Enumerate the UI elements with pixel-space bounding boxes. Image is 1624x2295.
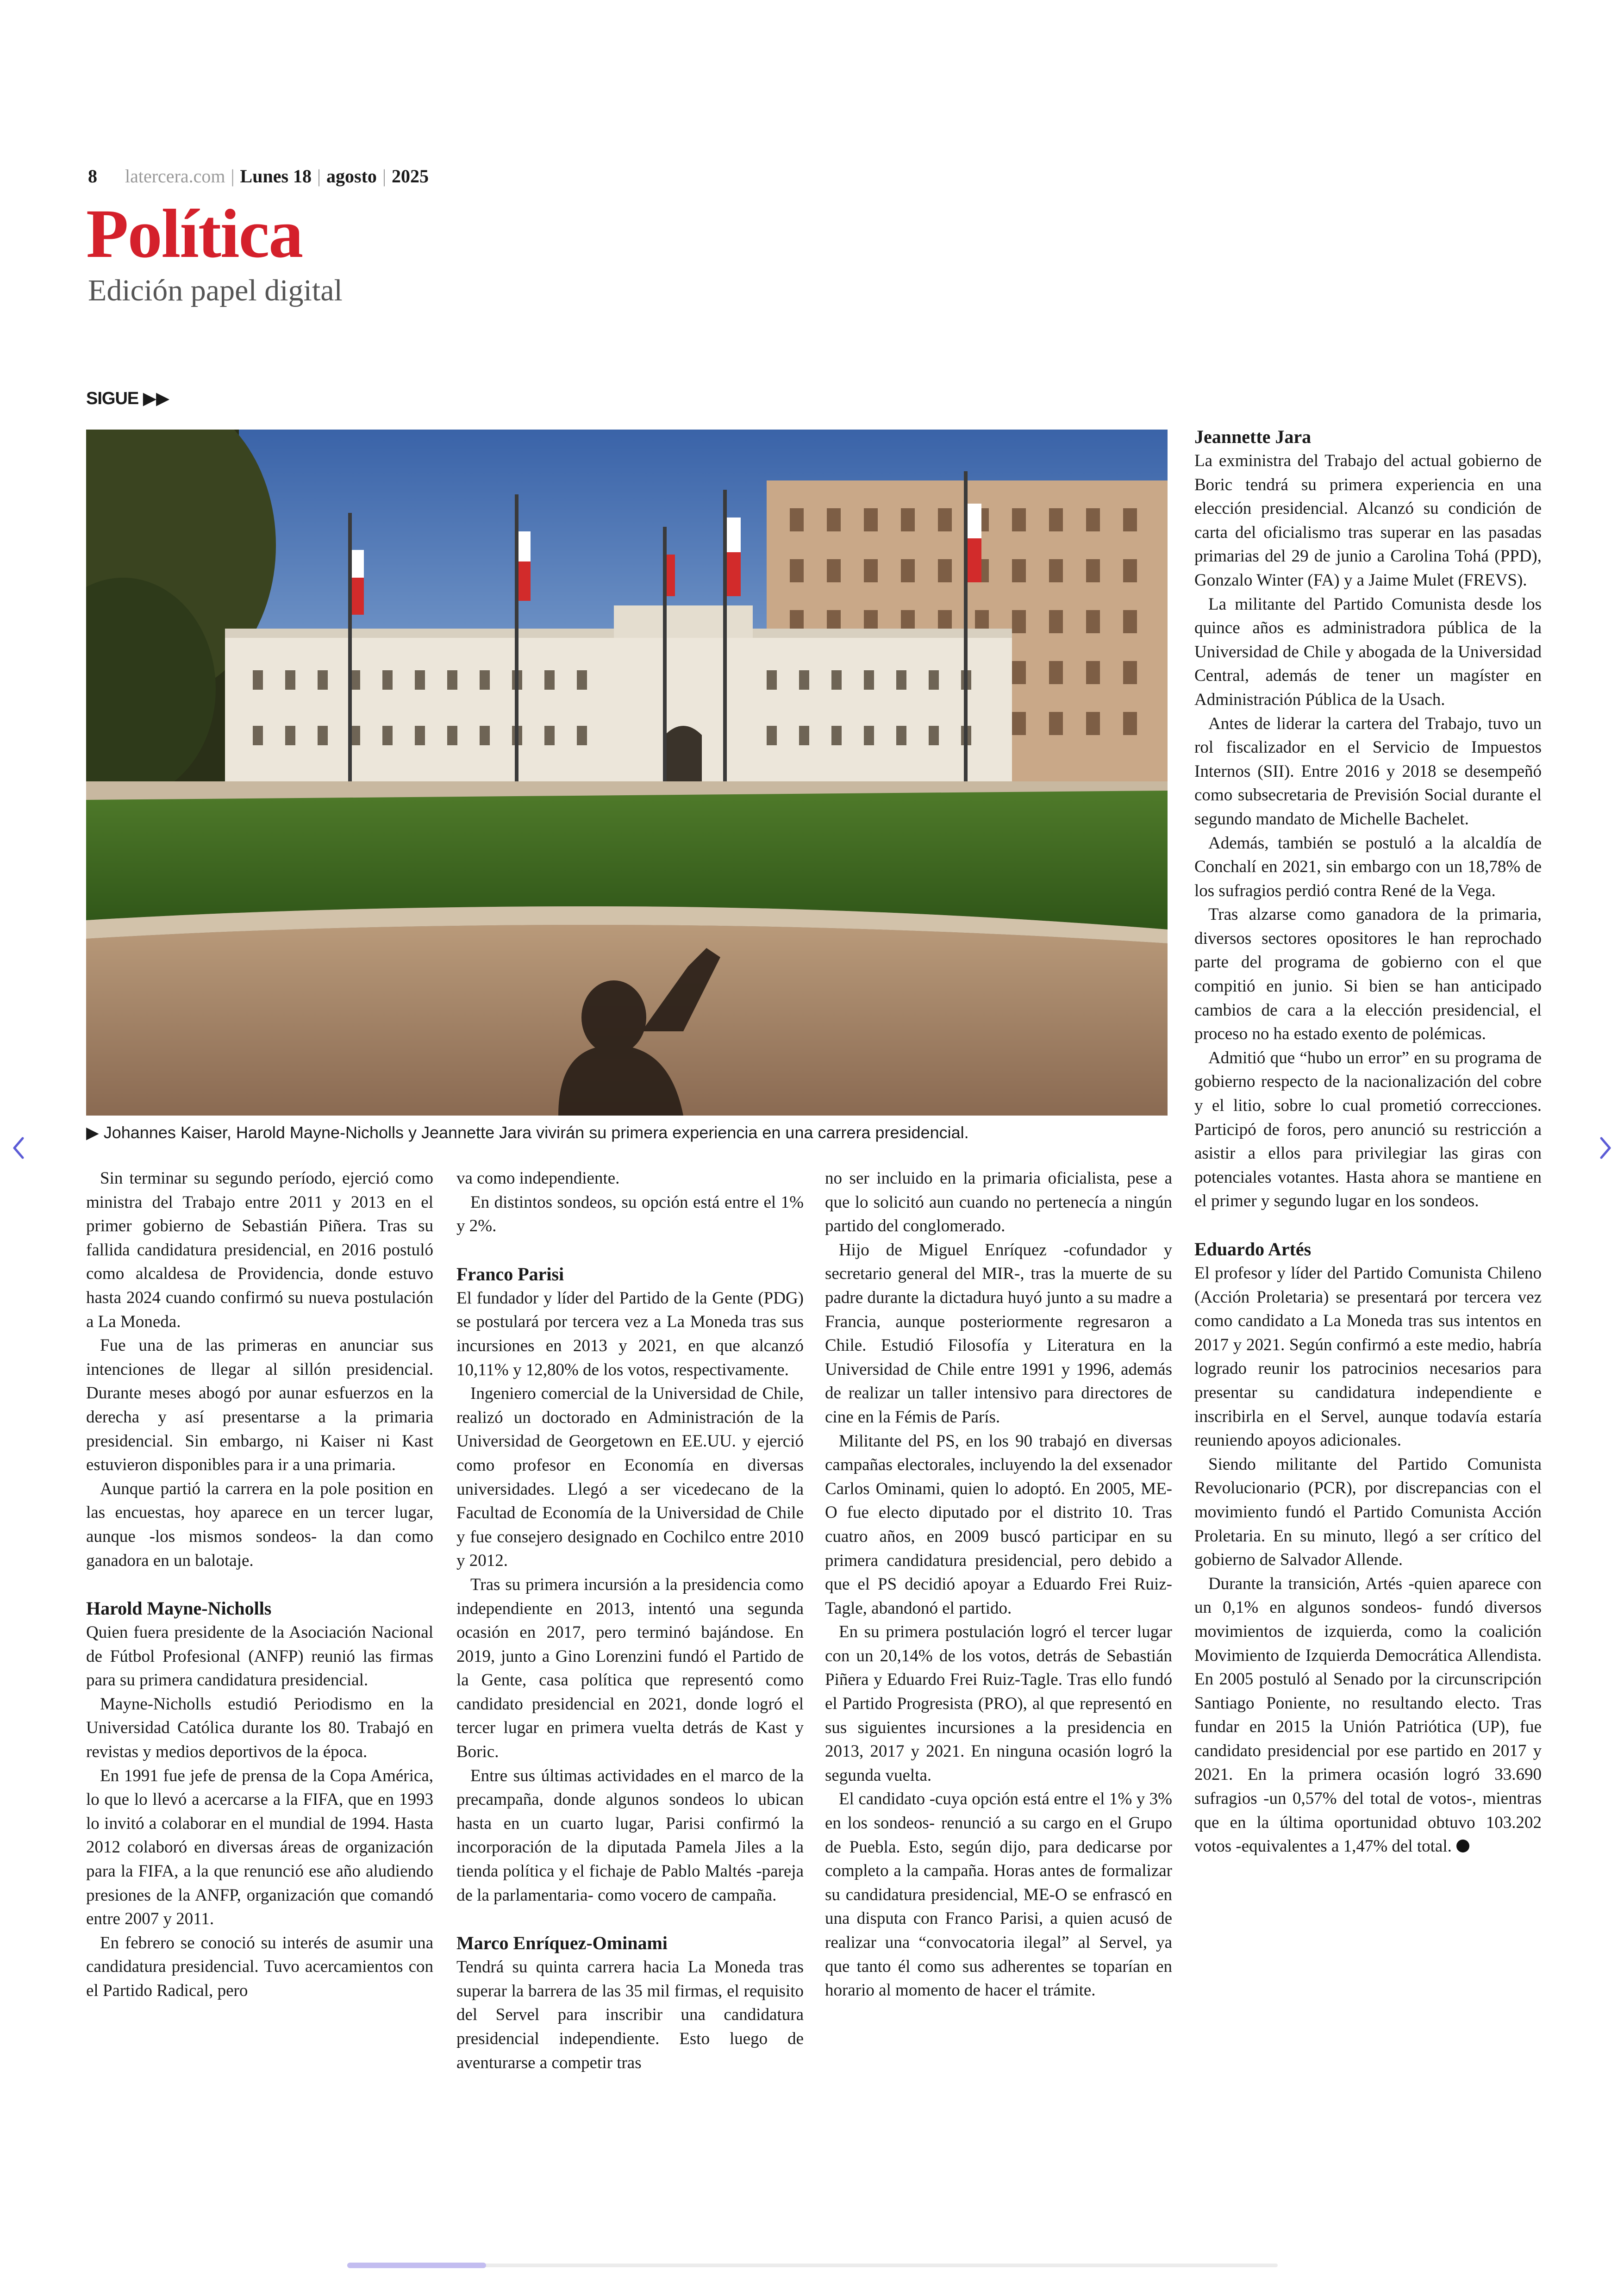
paragraph: El profesor y líder del Partido Comunista Chileno (Acción Proletaria) se presentará por tercera vez como candidato a La Moneda tras sus intentos en 2017 y 2021. Según confirmó a este medio, habría logrado reunir los patrocinios necesarios para presentar su candidatura independiente e inscribirla en el Servel, aunque todavía estaría reuniendo apoyos adicionales. [1194, 1264, 1542, 1450]
end-of-article-dot-icon [1456, 1840, 1469, 1852]
paragraph: Tras su primera incursión a la presidencia como independiente en 2013, intentó una segunda ocasión en 2017, pero terminó bajándose. En 2019, junto a Gino Lorenzini fundó el Partido de la Gente, casa política que representó como candidato presidencial en 2021, donde logró el tercer lugar en primera vuelta detrás de Kast y Boric. [456, 1575, 804, 1762]
date-day: Lunes 18 [240, 165, 312, 187]
paragraph: Admitió que “hubo un error” en su programa de gobierno respecto de la nacionalización del cobre y el litio, sobre lo cual prometió correcciones. Participó de foros, pero anunció su restricción a asistir a ellos para privilegiar las giras con potenciales votantes. Hasta ahora se mantiene en el primer y segundo lugar en los sondeos. [1194, 1048, 1542, 1211]
next-page-button[interactable] [1592, 1129, 1619, 1166]
page-scrollbar-track[interactable] [347, 2264, 1278, 2267]
paragraph-text: Durante la transición, Artés -quien aparece con un 0,1% en algunos sondeos- fundó diversos movimientos de izquierda, como la coalición Movimiento de Izquierda Democrática Allendista. En 2005 postuló al Senado por la circunscripción Santiago Poniente, no resultando electo. Tras fundar en 2015 la Unión Patriótica (UP), fue candidato presidencial por ese partido en 2017 y 2021. En la primera ocasión logró 33.690 sufragios -un 0,57% del total de votos-, mientras que en la última oportunidad obtuvo 103.202 votos -equivalentes a 1,47% del total. [1194, 1574, 1542, 1856]
paragraph: Mayne-Nicholls estudió Periodismo en la Universidad Católica durante los 80. Trabajó en revistas y medios deportivos de la época. [86, 1694, 433, 1762]
paragraph: La exministra del Trabajo del actual gobierno de Boric tendrá su primera experiencia en una elección presidencial. Alcanzó su condición de carta del oficialismo tras superar en las pasadas primarias del 29 de junio a Carolina Tohá (PPD), Gonzalo Winter (FA) y a Jaime Mulet (FREVS). [1194, 451, 1542, 590]
paragraph: En 1991 fue jefe de prensa de la Copa América, lo que lo llevó a acercarse a la FIFA, que en 1993 lo invitó a colaborar en el mundial de 1994. Hasta 2012 colaboró en diversas áreas de organización para la FIFA, a la que renunció ese año aludiendo presiones de la ANFP, organización que comandó entre 2007 y 2011. [86, 1766, 433, 1929]
triangle-right-icon: ▶ [86, 1123, 99, 1142]
paragraph: Entre sus últimas actividades en el marco de la precampaña, donde algunos sondeos lo ubican hasta en un cuarto lugar, Parisi confirmó la incorporación de la diputada Pamela Jiles a la tienda política y el fichaje de Pablo Maltés -pareja de la parlamentaria- como vocero de campaña. [456, 1766, 804, 1905]
paragraph: Fue una de las primeras en anunciar sus intenciones de llegar al sillón presidencial. Durante meses abogó por aunar esfuerzos en la derecha y así presentarse a la primaria presidencial. Sin embargo, ni Kaiser ni Kast estuvieron disponibles para ir a una primaria. [86, 1336, 433, 1475]
paragraph: Aunque partió la carrera en la pole position en las encuestas, hoy aparece en un tercer lugar, aunque -los mismos sondeos- la dan como ganadora en un balotaje. [86, 1479, 433, 1570]
edition-subtitle: Edición papel digital [88, 274, 343, 307]
section-title: Política [86, 195, 303, 272]
subheading-enriquez-ominami: Marco Enríquez-Ominami [456, 1933, 668, 1954]
chevron-right-icon [1599, 1136, 1612, 1160]
article-column-1 [86, 1166, 433, 2003]
article-column-2 [456, 1166, 804, 2075]
paragraph: La militante del Partido Comunista desde los quince años es administradora pública de la Universidad de Chile y abogada de la Universidad Central, además de tener un magíster en Administración Pública de la Usach. [1194, 594, 1542, 709]
article-photo [86, 430, 1168, 1116]
caption-text: Johannes Kaiser, Harold Mayne-Nicholls y Jeannette Jara vivirán su primera experiencia en una carrera presidencial. [103, 1123, 969, 1142]
paragraph: El fundador y líder del Partido de la Gente (PDG) se postulará por tercera vez a La Moneda tras sus incursiones en 2013 y 2021, en que alcanzó 10,11% y 12,80% de los votos, respectivamente. [456, 1288, 804, 1379]
previous-page-button[interactable] [5, 1129, 32, 1166]
paragraph: Tendrá su quinta carrera hacia La Moneda tras superar la barrera de las 35 mil firmas, el requisito del Servel para inscribir una candidatura presidencial independiente. Esto luego de aventurarse a competir tras [456, 1958, 804, 2072]
paragraph: Siendo militante del Partido Comunista Revolucionario (PCR), por discrepancias con el movimiento fundó el Partido Comunista Acción Proletaria. En su minuto, llegó a ser crítico del gobierno de Salvador Allende. [1194, 1454, 1542, 1570]
page-header: 8 latercera.com | Lunes 18 | agosto | 2025 [88, 165, 429, 187]
site-name: latercera.com [125, 165, 225, 187]
date-year: 2025 [391, 165, 429, 187]
article-column-3 [825, 1166, 1172, 2002]
continues-label: SIGUE ▶▶ [86, 389, 169, 408]
page-scrollbar-thumb[interactable] [347, 2263, 486, 2268]
paragraph: En distintos sondeos, su opción está entre el 1% y 2%. [456, 1192, 804, 1236]
chevron-left-icon [12, 1136, 25, 1160]
paragraph: Antes de liderar la cartera del Trabajo, tuvo un rol fiscalizador en el Servicio de Impuestos Internos (SII). Entre 2016 y 2018 se desempeñó como subsecretaria de Previsión Social durante el segundo mandato de Michelle Bachelet. [1194, 714, 1542, 829]
paragraph: Tras alzarse como ganadora de la primaria, diversos sectores opositores le han reprochado parte del programa de gobierno con el que compitió en junio. Si bien se han anticipado cambios de cara a la elección presidencial, el proceso no ha estado exento de polémicas. [1194, 905, 1542, 1044]
subheading-mayne-nicholls: Harold Mayne-Nicholls [86, 1598, 272, 1619]
subheading-artes: Eduardo Artés [1194, 1239, 1312, 1260]
paragraph: Ingeniero comercial de la Universidad de Chile, realizó un doctorado en Administración de la Universidad de Georgetown en EE.UU. y ejerció como profesor en Economía en diversas universidades. Llegó a ser vicedecano de la Facultad de Economía de la Universidad de Chile y fue consejero designado en Cochilco entre 2010 y 2012. [456, 1384, 804, 1571]
paragraph: Hijo de Miguel Enríquez -cofundador y secretario general del MIR-, tras la muerte de su padre durante la dictadura huyó junto a su madre a Francia, aunque posteriormente regresaron a Chile. Estudió Filosofía y Literatura en la Universidad de Chile entre 1991 y 1996, además de realizar un taller intensivo para directores de cine en la Fémis de París. [825, 1240, 1172, 1427]
article-column-4 [1194, 425, 1542, 1858]
subheading-jara: Jeannette Jara [1194, 426, 1312, 447]
la-moneda-photo-illustration [86, 430, 1168, 1116]
paragraph: El candidato -cuya opción está entre el 1% y 3% en los sondeos- renunció a su cargo en el Grupo de Puebla. Esto, según dijo, para dedicarse por completo a la campaña. Horas antes de formalizar su candidatura presidencial, ME-O se enfrascó en una disputa con Franco Parisi, a quien acusó de realizar una “convocatoria ilegal” al Servel, ya que tanto él como sus adherentes se toparían en horario al momento de hacer el trámite. [825, 1790, 1172, 2000]
paragraph: En su primera postulación logró el tercer lugar con un 20,14% de los votos, detrás de Sebastián Piñera y Eduardo Frei Ruiz-Tagle. Tras ello fundó el Partido Progresista (PRO), al que representó en sus siguientes incursiones a la presidencia en 2013, 2017 y 2021. En ninguna ocasión logró la segunda vuelta. [825, 1622, 1172, 1785]
date-month: agosto [326, 165, 377, 187]
photo-caption [86, 1123, 1168, 1143]
page-number: 8 [88, 165, 97, 187]
paragraph: Quien fuera presidente de la Asociación Nacional de Fútbol Profesional (ANFP) reunió las firmas para su primera candidatura presidencial. [86, 1623, 433, 1690]
subheading-parisi: Franco Parisi [456, 1263, 564, 1285]
paragraph: En febrero se conoció su interés de asumir una candidatura presidencial. Tuvo acercamientos con el Partido Radical, pero [86, 1933, 433, 2000]
paragraph: Sin terminar su segundo período, ejerció como ministra del Trabajo entre 2011 y 2013 en el primer gobierno de Sebastián Piñera. Tras su fallida candidatura presidencial, en 2016 postuló como alcaldesa de Providencia, donde estuvo hasta 2024 cuando confirmó su nueva postulación a La Moneda. [86, 1169, 433, 1331]
paragraph [1194, 1572, 1542, 1858]
paragraph: Militante del PS, en los 90 trabajó en diversas campañas electorales, incluyendo la del exsenador Carlos Ominami, quien lo adoptó. En 2005, ME-O fue electo diputado por el distrito 10. Tras cuatro años, en 2009 buscó participar en su primera candidatura presidencial, pero debido a que el PS decidió apoyar a Eduardo Frei Ruiz-Tagle, abandonó el partido. [825, 1431, 1172, 1618]
paragraph: Además, también se postuló a la alcaldía de Conchalí en 2021, sin embargo con un 18,78% de los sufragios perdió contra René de la Vega. [1194, 833, 1542, 900]
paragraph: va como independiente. [456, 1169, 620, 1188]
paragraph: no ser incluido en la primaria oficialista, pese a que lo solicitó aun cuando no pertenecía a ningún partido del conglomerado. [825, 1169, 1172, 1236]
